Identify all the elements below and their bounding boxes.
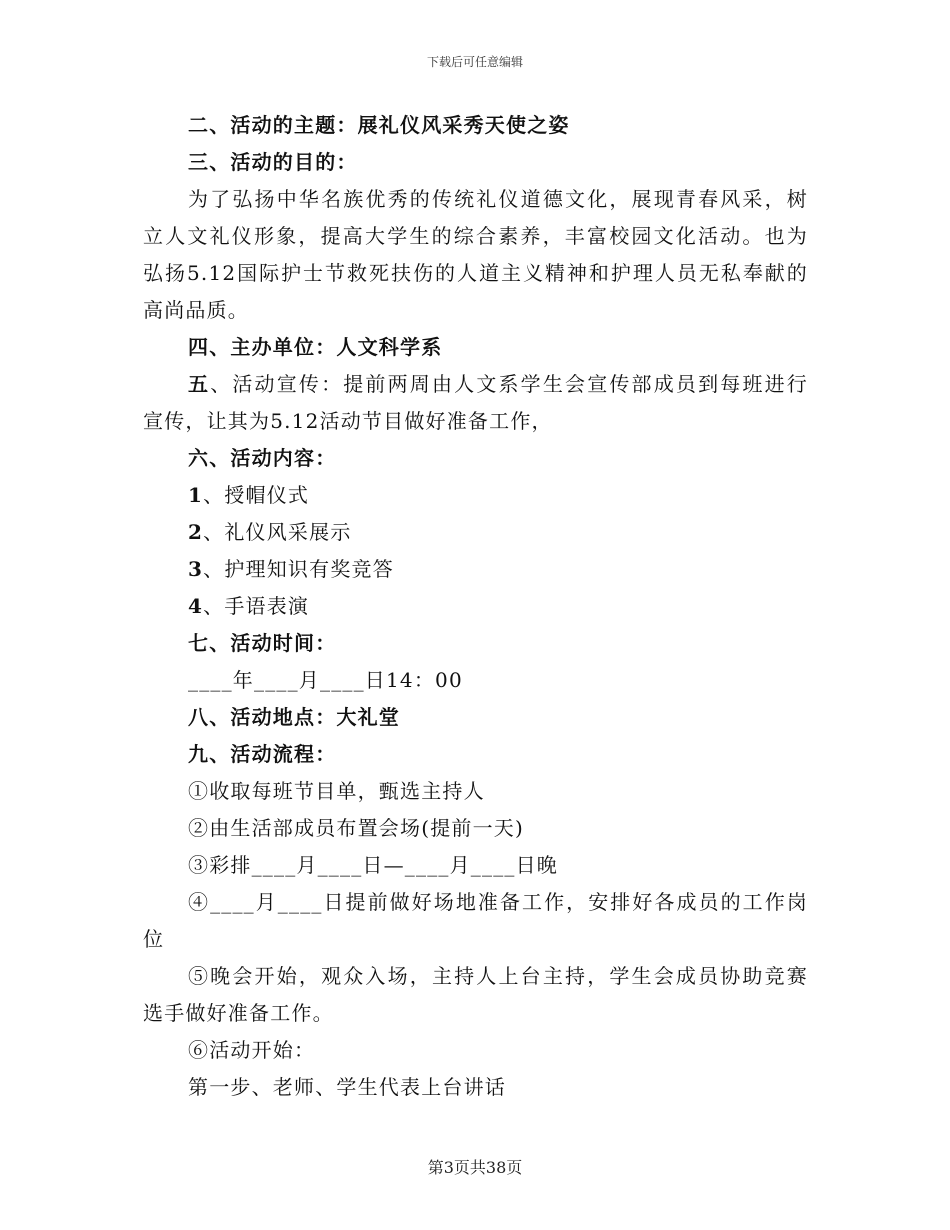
activity-step-1: 第一步、老师、学生代表上台讲话 xyxy=(188,1075,506,1099)
time-value: ____年____月____日14：00 xyxy=(188,668,463,692)
purpose-line-4: 高尚品质。 xyxy=(143,298,249,322)
publicity-line-1 xyxy=(143,366,808,403)
content-item xyxy=(143,551,808,588)
purpose-line-1: 为了弘扬中华名族优秀的传统礼仪道德文化，展现青春风采，树 xyxy=(188,187,808,211)
content-item-number: 4 xyxy=(188,594,204,618)
purpose-line-3: 弘扬5.12国际护士节救死扶伤的人道主义精神和护理人员无私奉献的 xyxy=(143,261,808,285)
content-item-number: 2 xyxy=(188,520,204,544)
flow-step-6: ⑥活动开始： xyxy=(188,1038,316,1062)
content-item-text: 、护理知识有奖竞答 xyxy=(203,557,394,581)
publicity-line-2: 宣传，让其为5.12活动节目做好准备工作， xyxy=(143,409,553,433)
content-item-text: 、礼仪风采展示 xyxy=(203,520,352,544)
section-content-heading: 六、活动内容： xyxy=(188,446,337,470)
content-item-text: 、手语表演 xyxy=(203,594,310,618)
flow-step-1: ①收取每班节目单，甄选主持人 xyxy=(188,779,485,803)
publicity-text: 、活动宣传：提前两周由人文系学生会宣传部成员到每班进行 xyxy=(210,372,809,396)
flow-step-5-line-1: ⑤晚会开始，观众入场，主持人上台主持，学生会成员协助竞赛 xyxy=(188,964,808,988)
publicity-number: 五 xyxy=(188,372,211,396)
document-body xyxy=(143,107,808,1106)
content-item xyxy=(143,588,808,625)
section-place: 八、活动地点：大礼堂 xyxy=(188,705,400,729)
content-item-number: 3 xyxy=(188,557,204,581)
flow-step-4-line-1: ④____月____日提前做好场地准备工作，安排好各成员的工作岗 xyxy=(188,890,808,914)
section-organizer: 四、主办单位：人文科学系 xyxy=(188,335,443,359)
purpose-line-2: 立人文礼仪形象，提高大学生的综合素养，丰富校园文化活动。也为 xyxy=(143,224,808,248)
flow-step-3: ③彩排____月____日—____月____日晚 xyxy=(188,853,558,877)
content-item xyxy=(143,477,808,514)
flow-step-2: ②由生活部成员布置会场(提前一天) xyxy=(188,816,525,840)
content-item xyxy=(143,514,808,551)
section-flow-heading: 九、活动流程： xyxy=(188,742,337,766)
section-time-heading: 七、活动时间： xyxy=(188,631,337,655)
content-item-text: 、授帽仪式 xyxy=(203,483,310,507)
section-theme: 二、活动的主题：展礼仪风采秀天使之姿 xyxy=(188,113,570,137)
section-purpose-heading: 三、活动的目的： xyxy=(188,150,358,174)
page-header: 下载后可任意编辑 xyxy=(426,55,523,69)
flow-step-4-line-2: 位 xyxy=(143,927,165,951)
flow-step-5-line-2: 选手做好准备工作。 xyxy=(143,1001,334,1025)
page-footer: 第3页共38页 xyxy=(427,1158,523,1177)
content-item-number: 1 xyxy=(188,483,204,507)
